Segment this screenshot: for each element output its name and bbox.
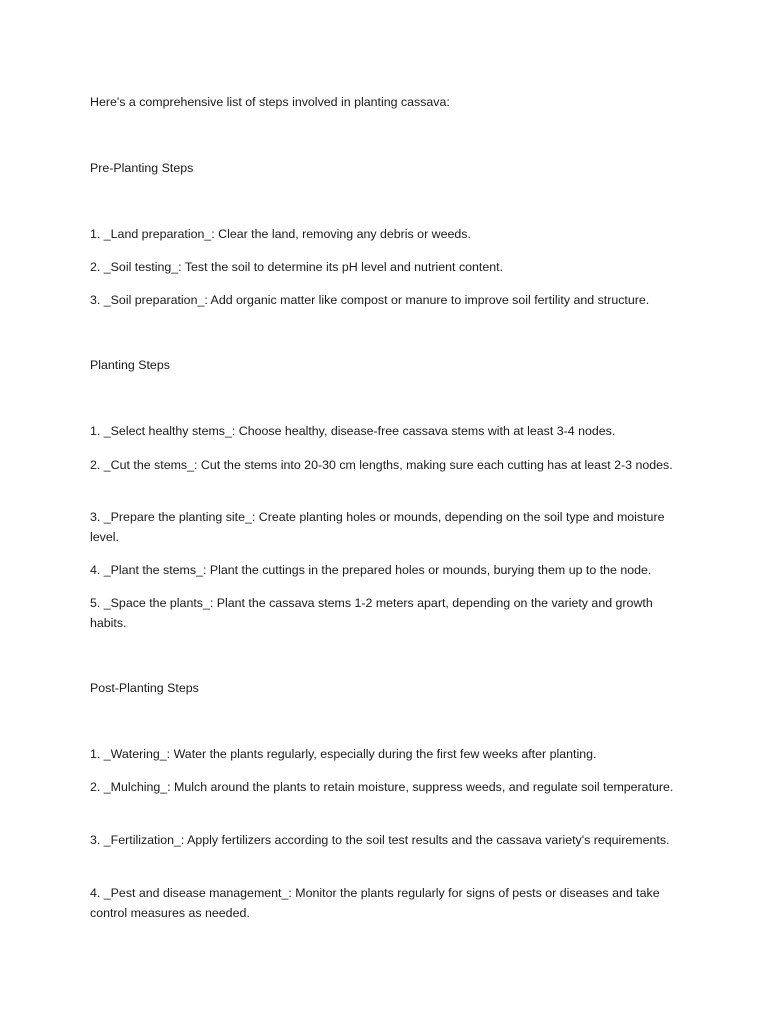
intro-paragraph: Here's a comprehensive list of steps involved in planting cassava: (90, 95, 450, 109)
section-heading-post-planting: Post-Planting Steps (90, 681, 199, 695)
list-item: 1. _Select healthy stems_: Choose healthy, disease-free cassava stems with at least 3-4 nodes. (90, 424, 616, 438)
list-item: 2. _Soil testing_: Test the soil to determine its pH level and nutrient content. (90, 260, 504, 274)
list-item: 3. _Fertilization_: Apply fertilizers according to the soil test results and the cassava variety's requirements. (90, 833, 670, 847)
list-item: 1. _Watering_: Water the plants regularly, especially during the first few weeks after planting. (90, 747, 597, 761)
list-item: 1. _Land preparation_: Clear the land, removing any debris or weeds. (90, 227, 471, 241)
list-item: 5. _Space the plants_: Plant the cassava stems 1-2 meters apart, depending on the variety and growth habits. (90, 596, 653, 630)
list-item: 4. _Plant the stems_: Plant the cuttings in the prepared holes or mounds, burying them up to the node. (90, 563, 652, 577)
list-item: 3. _Soil preparation_: Add organic matter like compost or manure to improve soil fertility and structure. (90, 293, 650, 307)
list-item: 3. _Prepare the planting site_: Create planting holes or mounds, depending on the soil type and moisture level. (90, 510, 665, 544)
list-item: 4. _Pest and disease management_: Monitor the plants regularly for signs of pests or diseases and take control measures as needed. (90, 886, 660, 920)
list-item: 2. _Cut the stems_: Cut the stems into 20-30 cm lengths, making sure each cutting has at least 2-3 nodes. (90, 458, 673, 472)
section-heading-pre-planting: Pre-Planting Steps (90, 161, 194, 175)
list-item: 2. _Mulching_: Mulch around the plants to retain moisture, suppress weeds, and regulate soil temperature. (90, 780, 674, 794)
section-heading-planting: Planting Steps (90, 358, 170, 372)
